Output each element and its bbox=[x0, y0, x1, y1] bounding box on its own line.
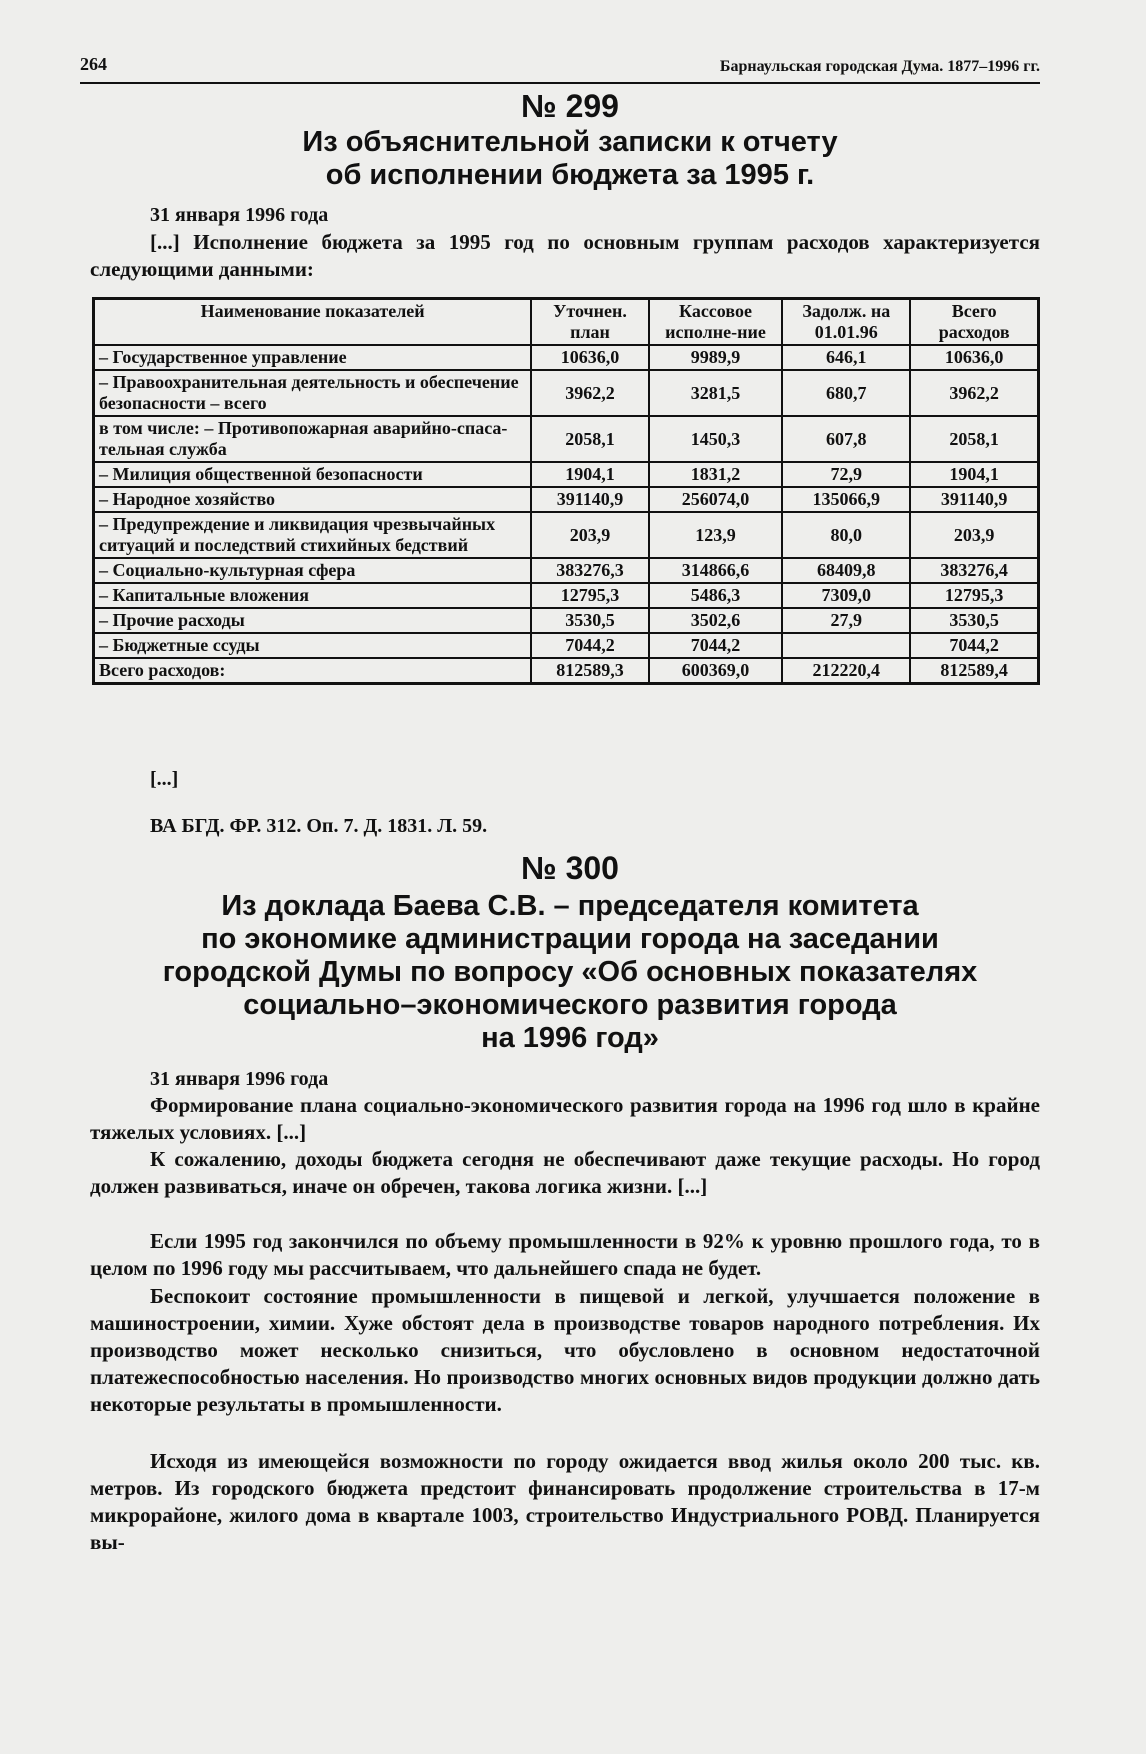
doc-300-number: № 300 bbox=[521, 850, 619, 886]
table-row bbox=[94, 633, 1039, 658]
cell-name: в том числе: – Противопожарная аварийно-спаса-тельная служба bbox=[94, 416, 532, 462]
cell-name: – Правоохранительная деятельность и обеспечение безопасности – всего bbox=[94, 370, 532, 416]
table-row bbox=[94, 345, 1039, 370]
cell-name: – Милиция общественной безопасности bbox=[94, 462, 532, 487]
cell-plan: 3962,2 bbox=[531, 370, 648, 416]
header-total: Всего расходов bbox=[910, 299, 1038, 346]
cell-plan: 12795,3 bbox=[531, 583, 648, 608]
doc-300-paragraph-1: Формирование плана социально-экономического развития города на 1996 год шло в крайне тяжелых условиях. [...] bbox=[90, 1093, 1040, 1144]
doc-300-paragraph-2: К сожалению, доходы бюджета сегодня не обеспечивают даже текущие расходы. Но город должен развиваться, иначе он обречен, такова логика жизни. [...] bbox=[90, 1147, 1040, 1198]
doc-299-number: № 299 bbox=[521, 88, 619, 124]
cell-total: 2058,1 bbox=[910, 416, 1038, 462]
cell-debt: 680,7 bbox=[782, 370, 910, 416]
table-row bbox=[94, 487, 1039, 512]
cell-total: 391140,9 bbox=[910, 487, 1038, 512]
cell-total: 203,9 bbox=[910, 512, 1038, 558]
cell-debt: 212220,4 bbox=[782, 658, 910, 684]
cell-debt: 7309,0 bbox=[782, 583, 910, 608]
table-row bbox=[94, 583, 1039, 608]
cell-plan: 7044,2 bbox=[531, 633, 648, 658]
cell-cash: 600369,0 bbox=[649, 658, 782, 684]
doc-300-paragraph-5: Исходя из имеющейся возможности по городу ожидается ввод жилья около 200 тыс. кв. метров. Из городского бюджета предстоит финансировать продолжение строительства в 17-м микрорайоне, жилого дома в квартале 1003, строительство Индустриального РОВД. Планируется вы- bbox=[90, 1449, 1040, 1554]
cell-cash: 314866,6 bbox=[649, 558, 782, 583]
running-header bbox=[80, 52, 1040, 84]
cell-cash: 5486,3 bbox=[649, 583, 782, 608]
cell-plan: 10636,0 bbox=[531, 345, 648, 370]
cell-name: – Государственное управление bbox=[94, 345, 532, 370]
cell-name: – Народное хозяйство bbox=[94, 487, 532, 512]
table-header-row bbox=[94, 299, 1039, 346]
doc-299-title-line-2: об исполнении бюджета за 1995 г. bbox=[325, 159, 815, 191]
table-row bbox=[94, 416, 1039, 462]
cell-debt: 607,8 bbox=[782, 416, 910, 462]
cell-plan: 3530,5 bbox=[531, 608, 648, 633]
cell-total: 10636,0 bbox=[910, 345, 1038, 370]
doc-299-title-line-1: Из объяснительной записки к отчету bbox=[302, 126, 838, 158]
cell-cash: 3502,6 bbox=[649, 608, 782, 633]
cell-plan: 2058,1 bbox=[531, 416, 648, 462]
cell-total: 3530,5 bbox=[910, 608, 1038, 633]
header-name: Наименование показателей bbox=[94, 299, 532, 346]
doc-299-source: ВА БГД. ФР. 312. Оп. 7. Д. 1831. Л. 59. bbox=[150, 815, 488, 837]
doc-299-ellipsis: [...] bbox=[150, 768, 179, 790]
doc-299-intro: [...] Исполнение бюджета за 1995 год по основным группам расходов характеризуется следующими данными: bbox=[90, 230, 1040, 281]
cell-cash: 7044,2 bbox=[649, 633, 782, 658]
cell-cash: 3281,5 bbox=[649, 370, 782, 416]
cell-cash: 1831,2 bbox=[649, 462, 782, 487]
cell-name: Всего расходов: bbox=[94, 658, 532, 684]
cell-name: – Предупреждение и ликвидация чрезвычайных ситуаций и последствий стихийных бедствий bbox=[94, 512, 532, 558]
cell-total: 383276,4 bbox=[910, 558, 1038, 583]
table-row bbox=[94, 658, 1039, 684]
cell-plan: 812589,3 bbox=[531, 658, 648, 684]
doc-299-date: 31 января 1996 года bbox=[150, 204, 329, 226]
table-row bbox=[94, 512, 1039, 558]
cell-debt: 72,9 bbox=[782, 462, 910, 487]
doc-300-title-line-1: Из доклада Баева С.В. – председателя комитета bbox=[221, 890, 919, 922]
running-title: Барнаульская городская Дума. 1877–1996 гг. bbox=[719, 58, 1040, 75]
doc-300-title-line-5: на 1996 год» bbox=[481, 1022, 659, 1054]
doc-300-date: 31 января 1996 года bbox=[150, 1068, 329, 1090]
cell-total: 812589,4 bbox=[910, 658, 1038, 684]
doc-300-paragraph-3: Если 1995 год закончился по объему промышленности в 92% к уровню прошлого года, то в целом по 1996 году мы рассчитываем, что дальнейшего спада не будет. bbox=[90, 1229, 1040, 1280]
cell-debt: 646,1 bbox=[782, 345, 910, 370]
table-row bbox=[94, 608, 1039, 633]
cell-plan: 391140,9 bbox=[531, 487, 648, 512]
cell-name: – Социально-культурная сфера bbox=[94, 558, 532, 583]
cell-total: 12795,3 bbox=[910, 583, 1038, 608]
budget-table bbox=[92, 297, 1040, 685]
cell-debt: 27,9 bbox=[782, 608, 910, 633]
cell-total: 3962,2 bbox=[910, 370, 1038, 416]
table-row bbox=[94, 462, 1039, 487]
cell-debt bbox=[782, 633, 910, 658]
cell-debt: 68409,8 bbox=[782, 558, 910, 583]
cell-total: 7044,2 bbox=[910, 633, 1038, 658]
cell-cash: 256074,0 bbox=[649, 487, 782, 512]
header-cash: Кассовое исполне-ние bbox=[649, 299, 782, 346]
cell-plan: 203,9 bbox=[531, 512, 648, 558]
table-row bbox=[94, 370, 1039, 416]
cell-cash: 9989,9 bbox=[649, 345, 782, 370]
cell-cash: 1450,3 bbox=[649, 416, 782, 462]
doc-300-paragraph-4: Беспокоит состояние промышленности в пищевой и легкой, улучшается положение в машиностроении, химии. Хуже обстоят дела в производстве товаров народного потребления. Их производство может несколько снизиться, что обусловлено в основном недостаточной платежеспособностью населения. Но производство многих основных видов продукции должно дать некоторые результаты в промышленности. bbox=[90, 1284, 1040, 1416]
cell-name: – Прочие расходы bbox=[94, 608, 532, 633]
doc-300-title-line-3: городской Думы по вопросу «Об основных показателях bbox=[162, 956, 978, 988]
cell-plan: 383276,3 bbox=[531, 558, 648, 583]
header-plan: Уточнен. план bbox=[531, 299, 648, 346]
cell-total: 1904,1 bbox=[910, 462, 1038, 487]
cell-debt: 135066,9 bbox=[782, 487, 910, 512]
table-row bbox=[94, 558, 1039, 583]
cell-name: – Капитальные вложения bbox=[94, 583, 532, 608]
cell-plan: 1904,1 bbox=[531, 462, 648, 487]
cell-cash: 123,9 bbox=[649, 512, 782, 558]
cell-name: – Бюджетные ссуды bbox=[94, 633, 532, 658]
page-number: 264 bbox=[80, 54, 107, 74]
doc-300-title-line-2: по экономике администрации города на заседании bbox=[201, 923, 939, 955]
cell-debt: 80,0 bbox=[782, 512, 910, 558]
document-page bbox=[70, 40, 1070, 1720]
header-debt: Задолж. на 01.01.96 bbox=[782, 299, 910, 346]
doc-300-title-line-4: социально–экономического развития города bbox=[243, 989, 897, 1021]
